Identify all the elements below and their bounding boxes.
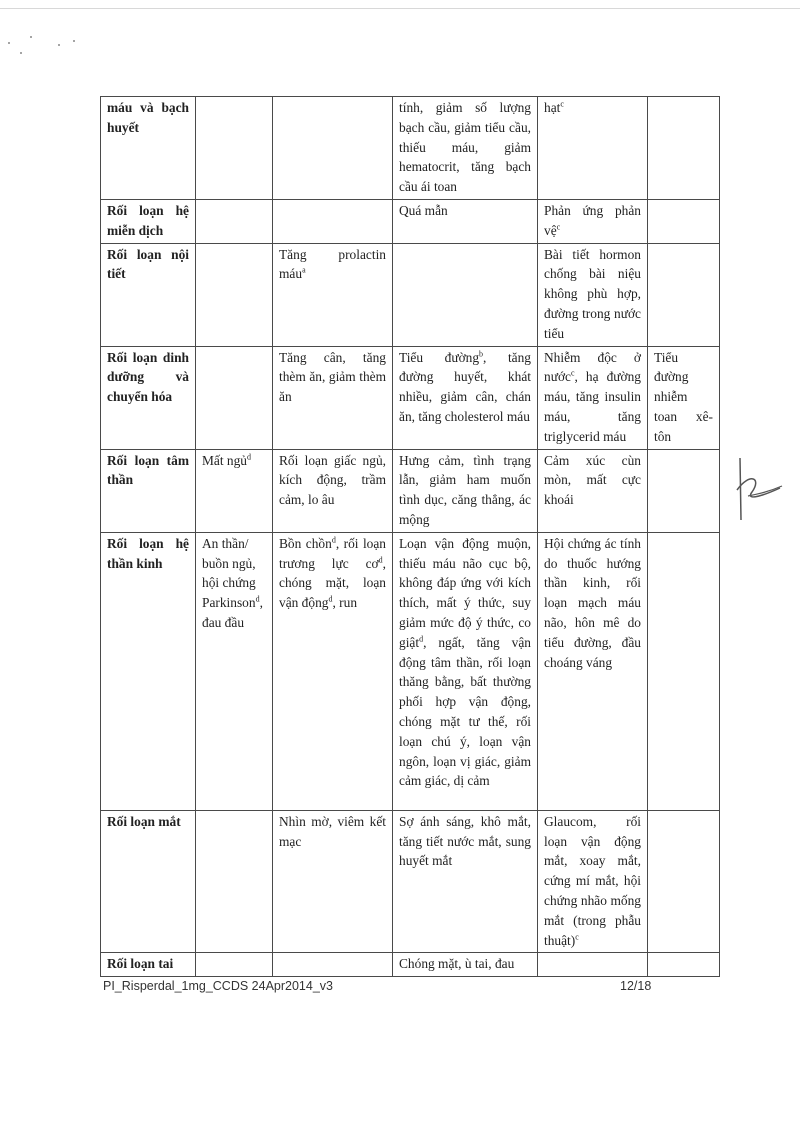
cell-col3: Tiểu đường$^b$, tăng đường huyết, khát nhiều, giảm cân, chán ăn, tăng cholesterol máu bbox=[393, 346, 538, 449]
cell-col2: Tăng cân, tăng thèm ăn, giảm thèm ăn bbox=[273, 346, 393, 449]
cell-col4: Glaucom, rối loạn vận động mắt, xoay mắt, cứng mí mắt, hội chứng nhão mống mắt (trong phẫu thuật)$^c$ bbox=[538, 810, 648, 953]
cell-col2 bbox=[273, 199, 393, 243]
page-number: 12/18 bbox=[620, 979, 652, 993]
row-category: Rối loạn hệ thần kinh bbox=[101, 532, 196, 810]
cell-col5: Tiểu đường nhiễm toan xê-tôn bbox=[648, 346, 720, 449]
cell-col1 bbox=[196, 243, 273, 346]
cell-col2: Nhìn mờ, viêm kết mạc bbox=[273, 810, 393, 953]
cell-col1 bbox=[196, 199, 273, 243]
cell-col5 bbox=[648, 532, 720, 810]
table-row bbox=[101, 97, 720, 200]
cell-col1 bbox=[196, 97, 273, 200]
row-category: Rối loạn tai bbox=[101, 953, 196, 977]
table-row bbox=[101, 346, 720, 449]
cell-col2: Rối loạn giấc ngủ, kích động, trầm cảm, lo âu bbox=[273, 449, 393, 532]
cell-col2 bbox=[273, 97, 393, 200]
handwritten-initials bbox=[728, 450, 788, 530]
row-category: máu và bạch huyết bbox=[101, 97, 196, 200]
cell-col1 bbox=[196, 953, 273, 977]
adverse-reactions-table bbox=[100, 96, 720, 977]
cell-col1 bbox=[196, 810, 273, 953]
row-category: Rối loạn nội tiết bbox=[101, 243, 196, 346]
table-row bbox=[101, 449, 720, 532]
cell-col4: hạt$^c$ bbox=[538, 97, 648, 200]
cell-col3: Hưng cảm, tình trạng lẫn, giảm ham muốn tình dục, căng thẳng, ác mộng bbox=[393, 449, 538, 532]
cell-col5 bbox=[648, 810, 720, 953]
cell-col5 bbox=[648, 449, 720, 532]
scan-specks bbox=[8, 36, 88, 66]
table-row bbox=[101, 199, 720, 243]
cell-col1: Mất ngủ$^d$ bbox=[196, 449, 273, 532]
cell-col1: An thần/ buồn ngủ, hội chứng Parkinson$^d$, đau đầu bbox=[196, 532, 273, 810]
cell-col4: Cảm xúc cùn mòn, mất cực khoái bbox=[538, 449, 648, 532]
table-row bbox=[101, 810, 720, 953]
document-id: PI_Risperdal_1mg_CCDS 24Apr2014_v3 bbox=[103, 979, 333, 993]
cell-col5 bbox=[648, 199, 720, 243]
cell-col4: Nhiễm độc ở nước$^c$, hạ đường máu, tăng insulin máu, tăng triglycerid máu bbox=[538, 346, 648, 449]
cell-col4 bbox=[538, 953, 648, 977]
table-row bbox=[101, 953, 720, 977]
cell-col4: Phản ứng phản vệ$^c$ bbox=[538, 199, 648, 243]
table-row bbox=[101, 243, 720, 346]
cell-col5 bbox=[648, 97, 720, 200]
cell-col3: Sợ ánh sáng, khô mắt, tăng tiết nước mắt, sung huyết mắt bbox=[393, 810, 538, 953]
row-category: Rối loạn dinh dưỡng và chuyển hóa bbox=[101, 346, 196, 449]
cell-col3: Loạn vận động muộn, thiếu máu não cục bộ, không đáp ứng với kích thích, mất ý thức, suy giảm mức độ ý thức, co giật$^d$, ngất, tăng vận động tâm thần, rối loạn thăng bằng, bất thường phối hợp vận động, chóng mặt tư thế, rối loạn chú ý, loạn vận ngôn, loạn vị giác, giảm cảm giác, dị cảm bbox=[393, 532, 538, 810]
cell-col2: Bồn chồn$^d$, rối loạn trương lực $cơ^d$, chóng mặt, loạn vận động$^d$, run bbox=[273, 532, 393, 810]
cell-col3: tính, giảm số lượng bạch cầu, giảm tiểu cầu, thiếu máu, giảm hematocrit, tăng bạch cầu ái toan bbox=[393, 97, 538, 200]
row-category: Rối loạn hệ miễn dịch bbox=[101, 199, 196, 243]
row-category: Rối loạn tâm thần bbox=[101, 449, 196, 532]
table-row bbox=[101, 532, 720, 810]
cell-col5 bbox=[648, 243, 720, 346]
cell-col5 bbox=[648, 953, 720, 977]
cell-col1 bbox=[196, 346, 273, 449]
cell-col4: Bài tiết hormon chống bài niệu không phù hợp, đường trong nước tiểu bbox=[538, 243, 648, 346]
cell-col3: Chóng mặt, ù tai, đau bbox=[393, 953, 538, 977]
cell-col2 bbox=[273, 953, 393, 977]
cell-col2: Tăng prolactin máu$^a$ bbox=[273, 243, 393, 346]
row-category: Rối loạn mắt bbox=[101, 810, 196, 953]
scan-edge-line bbox=[0, 8, 800, 9]
cell-col3: Quá mẫn bbox=[393, 199, 538, 243]
cell-col3 bbox=[393, 243, 538, 346]
cell-col4: Hội chứng ác tính do thuốc hướng thần kinh, rối loạn mạch máu não, hôn mê do tiểu đường, đầu choáng váng bbox=[538, 532, 648, 810]
